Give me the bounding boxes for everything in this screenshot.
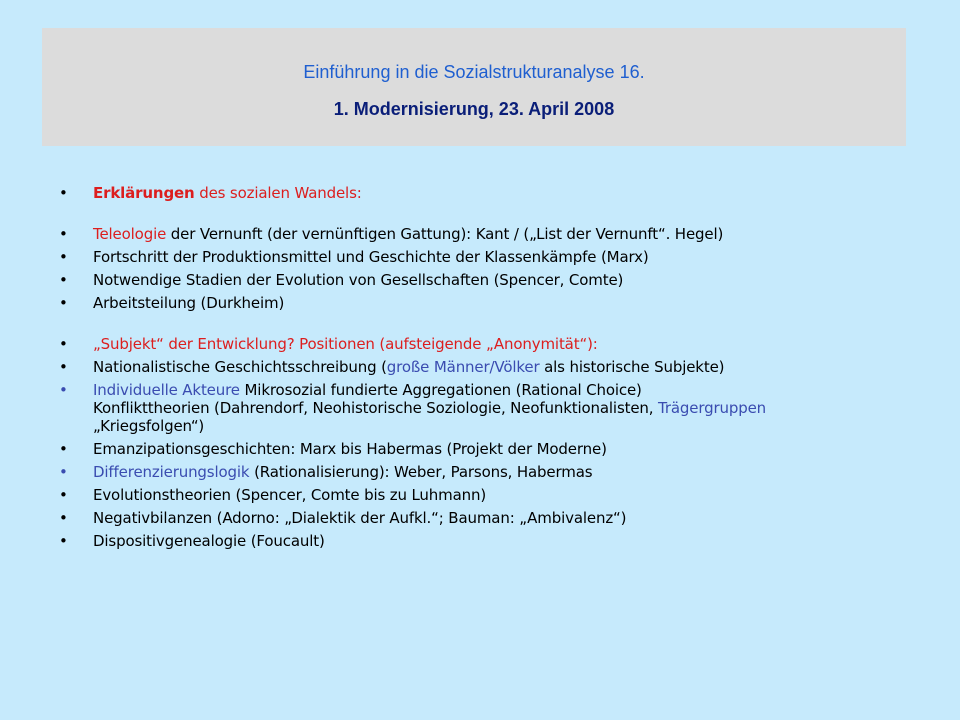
list-item <box>58 509 938 527</box>
item-text: Emanzipationsgeschichten: Marx bis Habermas (Projekt der Moderne) <box>93 440 607 458</box>
list-item <box>58 358 938 376</box>
bullet-icon: • <box>59 381 68 399</box>
list-item <box>58 294 938 312</box>
item-text: Dispositivgenealogie (Foucault) <box>93 532 325 550</box>
bullet-icon: • <box>59 509 68 527</box>
bullet-icon: • <box>59 294 68 312</box>
list-item <box>58 440 938 458</box>
slide-title: Einführung in die Sozialstrukturanalyse 16. <box>303 62 645 82</box>
list-item <box>58 335 938 353</box>
slide-header <box>42 28 906 146</box>
bullet-icon: • <box>59 486 68 504</box>
item-text: Arbeitsteilung (Durkheim) <box>93 294 285 312</box>
list-item <box>58 248 938 266</box>
item-text: Nationalistische Geschichtsschreibung ( <box>93 358 387 376</box>
bullet-icon: • <box>59 463 68 481</box>
list-item <box>58 381 938 435</box>
bullet-icon: • <box>59 225 68 243</box>
bullet-icon: • <box>59 335 68 353</box>
item-text: „Subjekt“ der Entwicklung? Positionen (aufsteigende „Anonymität“): <box>93 335 598 353</box>
item-text: Notwendige Stadien der Evolution von Gesellschaften (Spencer, Comte) <box>93 271 624 289</box>
item-text: Mikrosozial fundierte Aggregationen (Rational Choice) <box>239 381 642 399</box>
bullet-icon: • <box>59 358 68 376</box>
list-item <box>58 225 938 243</box>
list-item <box>58 463 938 481</box>
list-item <box>58 271 938 289</box>
slide-subtitle: 1. Modernisierung, 23. April 2008 <box>333 99 615 119</box>
item-text: (Rationalisierung): Weber, Parsons, Habermas <box>249 463 593 481</box>
item-text: große Männer/Völker <box>386 358 540 376</box>
bullet-icon: • <box>59 440 68 458</box>
item-text: Evolutionstheorien (Spencer, Comte bis zu Luhmann) <box>93 486 487 504</box>
bullet-icon: • <box>59 532 68 550</box>
item-text: Teleologie <box>93 225 167 243</box>
item-text: „Kriegsfolgen“) <box>93 417 205 435</box>
bullet-icon: • <box>59 248 68 266</box>
item-text: des sozialen Wandels: <box>194 184 362 202</box>
list-item <box>58 532 938 550</box>
item-text: Negativbilanzen (Adorno: „Dialektik der Aufkl.“; Bauman: „Ambivalenz“) <box>93 509 627 527</box>
spacer <box>58 207 938 225</box>
item-text: der Vernunft (der vernünftigen Gattung): Kant / („List der Vernunft“. Hegel) <box>166 225 724 243</box>
bullet-list <box>58 184 938 555</box>
spacer <box>58 317 938 335</box>
item-text: Konflikttheorien (Dahrendorf, Neohistorische Soziologie, Neofunktionalisten, <box>93 399 659 417</box>
bullet-icon: • <box>59 184 68 202</box>
item-text: Differenzierungslogik <box>93 463 250 481</box>
list-item <box>58 486 938 504</box>
item-text: Trägergruppen <box>658 399 767 417</box>
list-item <box>58 184 938 202</box>
item-text: Fortschritt der Produktionsmittel und Geschichte der Klassenkämpfe (Marx) <box>93 248 649 266</box>
item-text: Individuelle Akteure <box>93 381 240 399</box>
item-text: Erklärungen <box>93 184 195 202</box>
bullet-icon: • <box>59 271 68 289</box>
item-text: als historische Subjekte) <box>539 358 725 376</box>
